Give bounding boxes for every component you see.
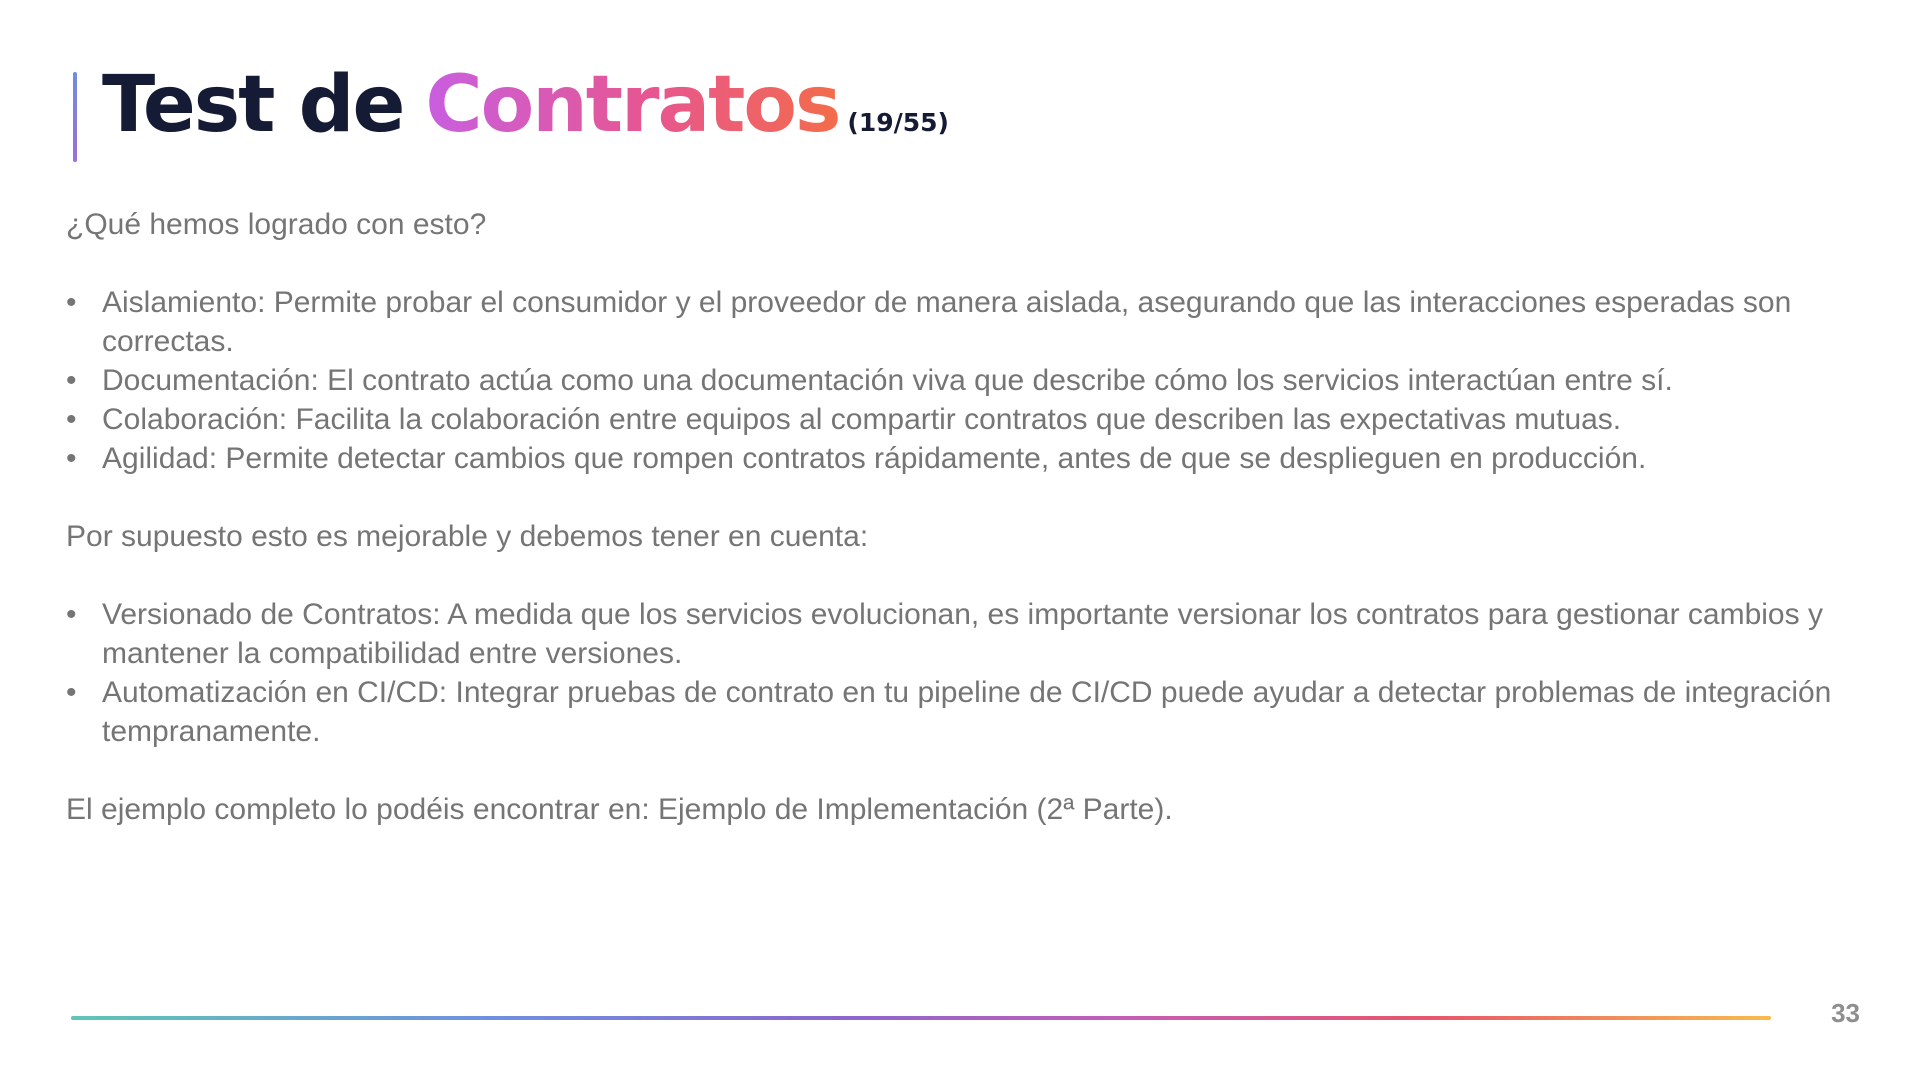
spacer [66,244,1866,283]
footer-gradient-line [71,1016,1771,1020]
title-accent-bar [73,72,77,162]
spacer [66,478,1866,517]
list-item-benefit: • Documentación: El contrato actúa como una documentación viva que describe cómo los servicios interactúan entre sí. [66,361,1866,400]
list-item-benefit: • Aislamiento: Permite probar el consumidor y el proveedor de manera aislada, asegurando que las interacciones esperadas son correctas. [66,283,1866,361]
improvements-intro: Por supuesto esto es mejorable y debemos tener en cuenta: [66,520,869,553]
closing-text: El ejemplo completo lo podéis encontrar en: Ejemplo de Implementación (2ª Parte). [66,793,1173,826]
list-item-improvement: • Versionado de Contratos: A medida que los servicios evolucionan, es importante versionar los contratos para gestionar cambios y mantener la compatibilidad entre versiones. [66,595,1866,673]
slide-body [66,205,1866,829]
benefits-list [66,283,1866,478]
spacer [66,751,1866,790]
title-main-text: Test de [102,60,404,150]
title-accent-text: Contratos [425,60,840,150]
list-item-benefit: • Colaboración: Facilita la colaboración entre equipos al compartir contratos que describen las expectativas mutuas. [66,400,1866,439]
improvements-list [66,595,1866,751]
slide-counter: (19/55) [847,108,949,137]
list-item-benefit: • Agilidad: Permite detectar cambios que rompen contratos rápidamente, antes de que se desplieguen en producción. [66,439,1866,478]
page-number: 33 [1831,998,1860,1028]
page-title [102,60,949,170]
list-item-improvement: • Automatización en CI/CD: Integrar pruebas de contrato en tu pipeline de CI/CD puede ayudar a detectar problemas de integración tempranamente. [66,673,1866,751]
intro-question: ¿Qué hemos logrado con esto? [66,208,487,241]
spacer [66,556,1866,595]
